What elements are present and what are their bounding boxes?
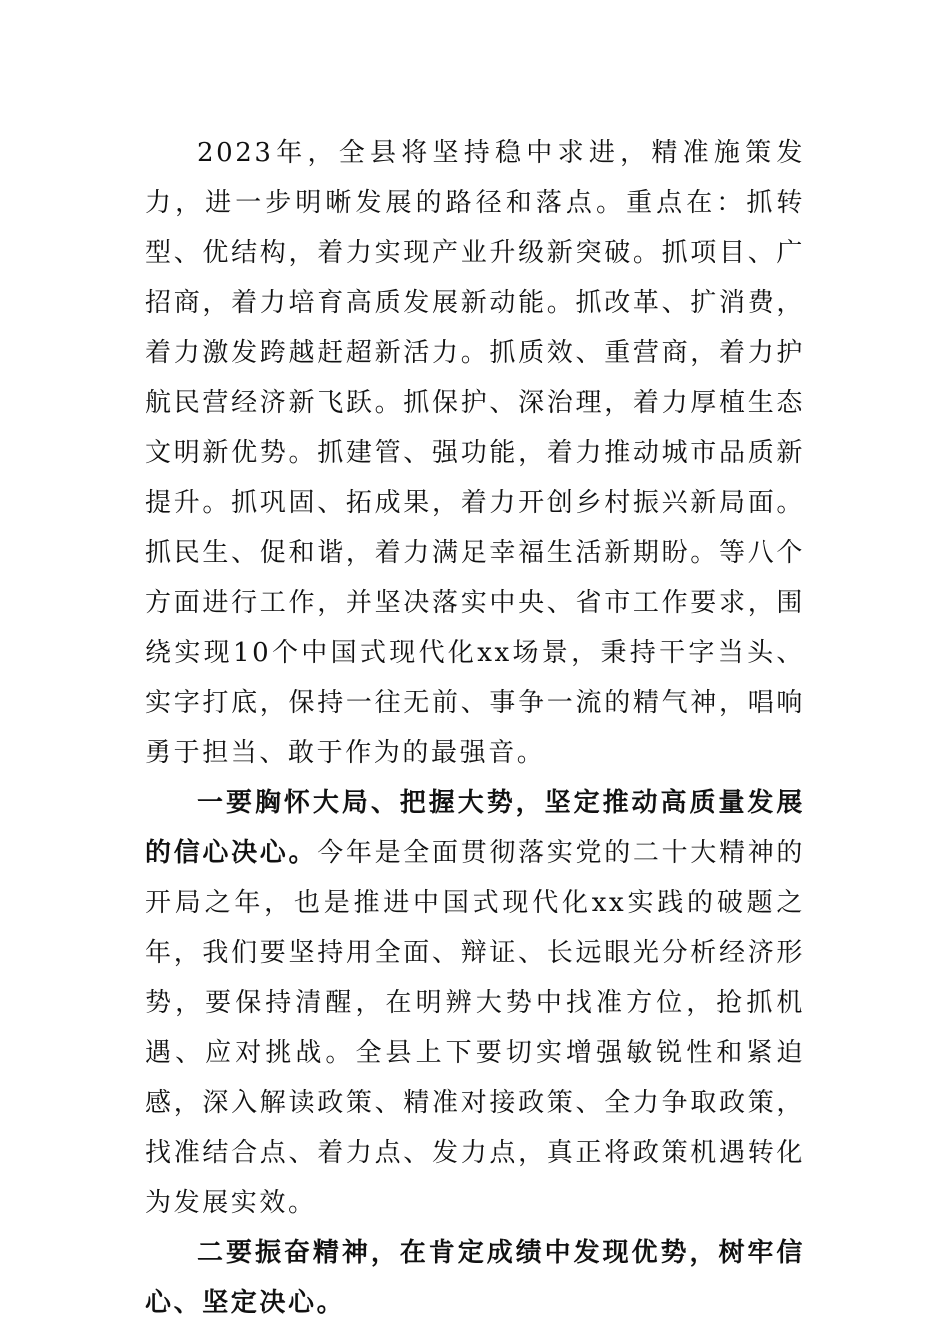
paragraph-1-text: 2023年，全县将坚持稳中求进，精准施策发力，进一步明晰发展的路径和落点。重点在：抓转型、优结构，着力实现产业升级新突破。抓项目、广招商，着力培育高质发展新动能。抓改革、扩消费，着力激发跨越赶超新活力。抓质效、重营商，着力护航民营经济新飞跃。抓保护、深治理，着力厚植生态文明新优势。抓建管、强功能，着力推动城市品质新提升。抓巩固、拓成果，着力开创乡村振兴新局面。抓民生、促和谐，着力满足幸福生活新期盼。等八个方面进行工作，并坚决落实中央、省市工作要求，围绕实现10个中国式现代化xx场景，秉持干字当头、实字打底，保持一往无前、事争一流的精气神，唱响勇于担当、敢于作为的最强音。 xyxy=(145,138,805,768)
paragraph-3-lead: 二要振奋精神，在肯定成绩中发现优势，树牢信心、坚定决心。 xyxy=(145,1238,805,1318)
paragraph-2-text: 今年是全面贯彻落实党的二十大精神的开局之年，也是推进中国式现代化xx实践的破题之年，我们要坚持用全面、辩证、长远眼光分析经济形势，要保持清醒，在明辨大势中找准方位，抢抓机遇、应对挑战。全县上下要切实增强敏锐性和紧迫感，深入解读政策、精准对接政策、全力争取政策，找准结合点、着力点、发力点，真正将政策机遇转化为发展实效。 xyxy=(145,838,805,1218)
paragraph-3 xyxy=(145,1228,805,1328)
paragraph-2 xyxy=(145,778,805,1228)
paragraph-2-lead: 一要胸怀大局、把握大势，坚定推动高质量发展的信心决心。 xyxy=(145,788,805,868)
paragraph-1 xyxy=(145,128,805,778)
document-body xyxy=(145,128,805,1328)
